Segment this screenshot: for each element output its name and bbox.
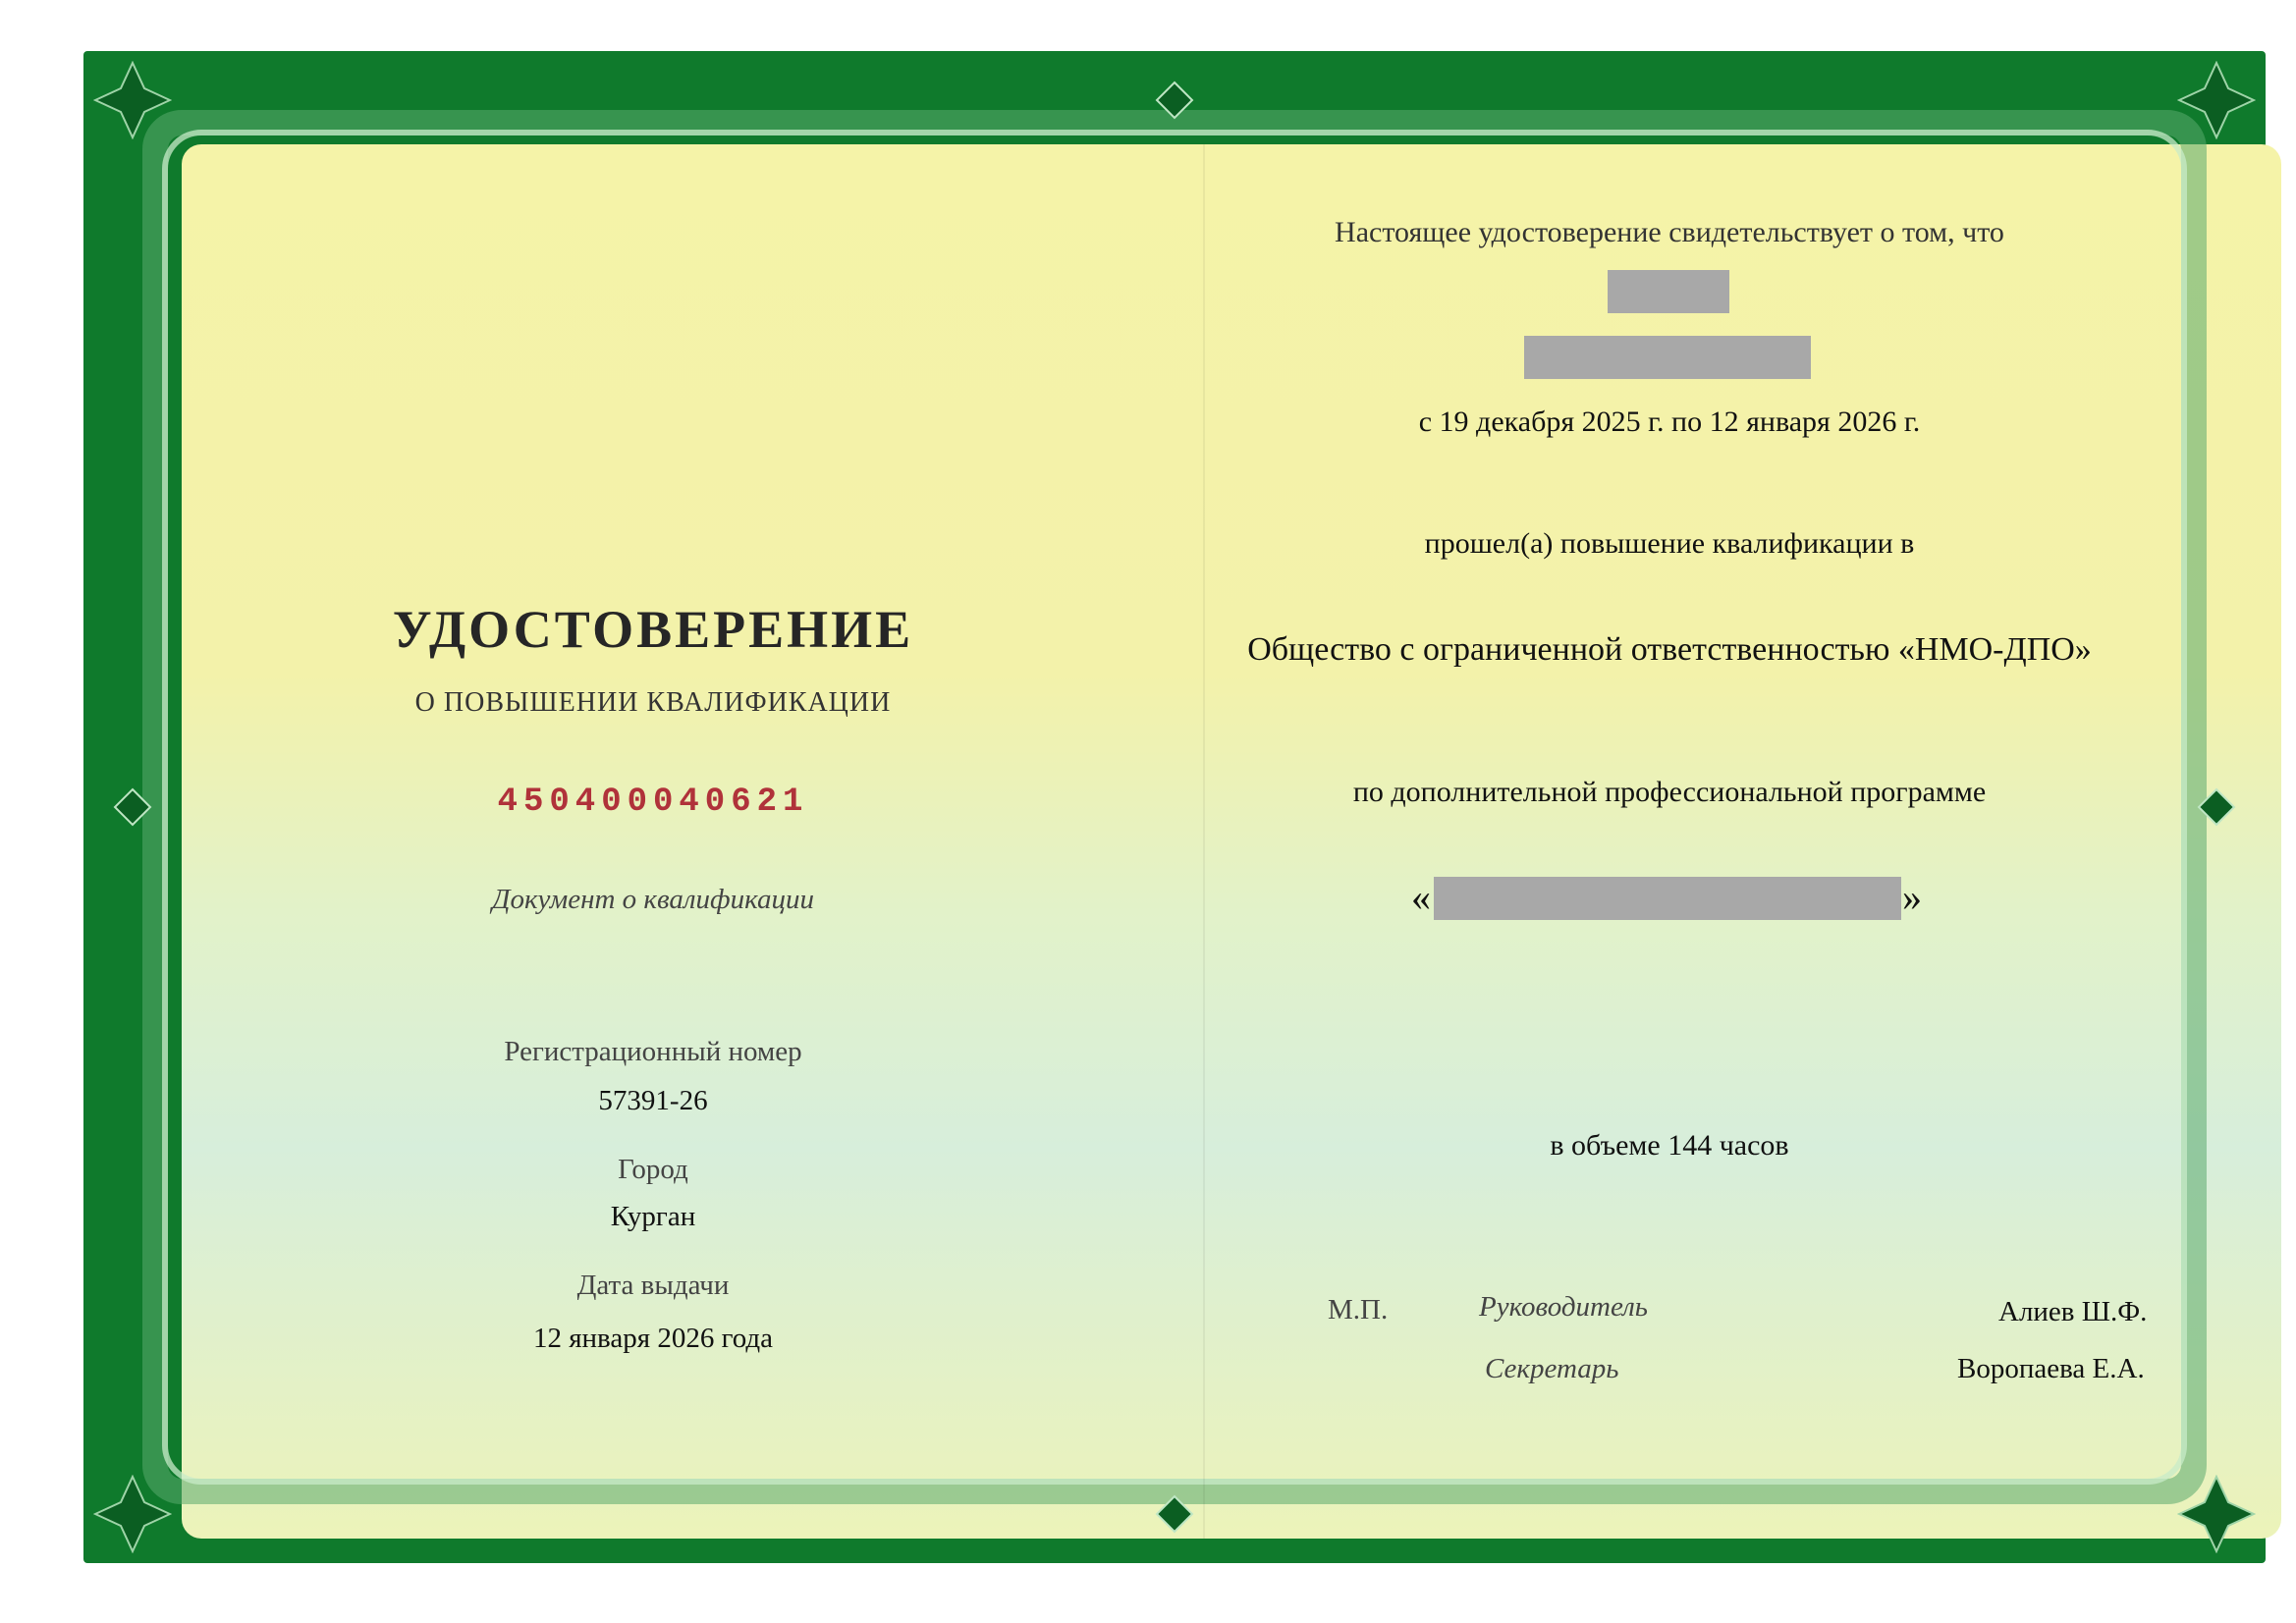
reg-number-value: 57391-26: [598, 1085, 708, 1116]
intro-text: Настоящее удостоверение свидетельствует о том, что: [1335, 216, 2004, 248]
diamond-ornament-icon: [1155, 1494, 1194, 1534]
certificate-subtitle: О ПОВЫШЕНИИ КВАЛИФИКАЦИИ: [414, 687, 892, 718]
city-label: Город: [618, 1154, 688, 1185]
corner-ornament-icon: [93, 61, 172, 139]
program-quote-close: »: [1902, 875, 1922, 919]
stamp-place: М.П.: [1328, 1294, 1389, 1325]
organization-name: Общество с ограниченной ответственностью «НМО-ДПО»: [1247, 631, 2092, 668]
diamond-ornament-icon: [113, 787, 152, 827]
redacted-program: [1434, 877, 1901, 920]
head-name: Алиев Ш.Ф.: [1998, 1296, 2148, 1327]
completed-text: прошел(а) повышение квалификации в: [1424, 527, 1915, 560]
page-fold: [1203, 144, 1205, 1539]
training-period: с 19 декабря 2025 г. по 12 января 2026 г.: [1418, 406, 1921, 438]
issue-date-value: 12 января 2026 года: [532, 1323, 774, 1354]
document-type: Документ о квалификации: [492, 884, 814, 915]
city-value: Курган: [610, 1201, 696, 1232]
corner-ornament-icon: [2177, 1475, 2256, 1553]
diamond-ornament-icon: [1155, 81, 1194, 120]
corner-ornament-icon: [93, 1475, 172, 1553]
serial-number: 450400040621: [497, 784, 809, 821]
reg-number-label: Регистрационный номер: [504, 1036, 802, 1067]
diamond-ornament-icon: [2197, 787, 2236, 827]
program-quote-open: «: [1411, 875, 1431, 919]
program-label: по дополнительной профессиональной программе: [1352, 776, 1987, 808]
head-role: Руководитель: [1479, 1291, 1648, 1323]
issue-date-label: Дата выдачи: [576, 1270, 730, 1301]
secretary-role: Секретарь: [1485, 1353, 1619, 1384]
volume-hours: в объеме 144 часов: [1550, 1129, 1789, 1162]
corner-ornament-icon: [2177, 61, 2256, 139]
redacted-surname: [1608, 270, 1729, 313]
redacted-name: [1524, 336, 1811, 379]
certificate-title: УДОСТОВЕРЕНИЕ: [392, 600, 914, 659]
secretary-name: Воропаева Е.А.: [1957, 1353, 2145, 1384]
